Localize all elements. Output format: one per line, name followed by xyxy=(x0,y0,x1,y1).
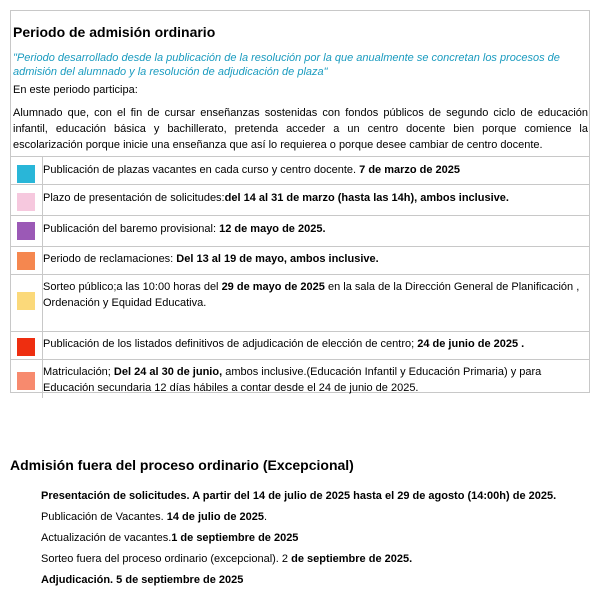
calendar-row xyxy=(11,359,589,398)
text-bold: 29 de mayo de 2025 xyxy=(221,281,325,293)
text-normal: ambos inclusive.(Educación Infantil y Educación Primaria) y para Educación secundaria 12 días hábiles a contar desde el 24 de junio de 2025. xyxy=(43,366,542,394)
text-normal: Publicación de plazas vacantes en cada curso y centro docente. xyxy=(43,164,360,176)
calendar-row-text xyxy=(43,336,583,352)
calendar-row xyxy=(11,331,589,359)
excepcional-item xyxy=(41,486,556,507)
text-bold: 7 de marzo de 2025 xyxy=(359,164,461,176)
text-normal: Actualización de vacantes. xyxy=(41,532,172,544)
color-swatch xyxy=(17,252,35,270)
text-bold: Presentación de solicitudes. A partir del 14 de julio de 2025 hasta el 29 de agosto (14:00h) de 2025. xyxy=(41,490,557,502)
calendar-row-text xyxy=(43,364,583,396)
periodo-ordinario-panel xyxy=(10,10,590,393)
text-normal: Publicación de Vacantes. xyxy=(41,511,167,523)
text-bold: Adjudicación. 5 de septiembre de 2025 xyxy=(41,574,244,586)
calendar-row-text xyxy=(43,251,583,267)
calendar-row xyxy=(11,215,589,246)
calendar-row-text xyxy=(43,162,583,178)
periodo-ordinario-title: Periodo de admisión ordinario xyxy=(13,24,216,40)
text-bold: 12 de mayo de 2025. xyxy=(219,223,326,235)
calendar-row-text xyxy=(43,279,583,311)
text-normal: en la sala de la Dirección General de Planificación , Ordenación y Equidad Educativa. xyxy=(43,281,580,309)
color-swatch-cell xyxy=(11,216,43,246)
text-bold: Del 24 al 30 de junio, xyxy=(113,366,223,378)
excepcional-item xyxy=(41,549,556,570)
text-bold: Del 13 al 19 de mayo, ambos inclusive. xyxy=(176,253,379,265)
calendar-row-text xyxy=(43,190,583,206)
color-swatch xyxy=(17,338,35,356)
intro-paragraph: Alumnado que, con el fin de cursar enseñanzas sostenidas con fondos públicos de segundo ciclo de educación infantil, educación básica y bachillerato, pretenda acceder a un centro docente bien porque comience la escolarización porque inicie una enseñanza que así lo requierea o porque desee cambiar de centro docente. xyxy=(13,107,588,151)
text-normal: Matriculación; xyxy=(43,366,114,378)
text-normal: . xyxy=(263,511,268,523)
color-swatch xyxy=(17,292,35,310)
color-swatch-cell xyxy=(11,332,43,359)
text-normal: Plazo de presentación de solicitudes: xyxy=(43,192,225,204)
calendar-row xyxy=(11,274,589,331)
text-normal: Publicación del baremo provisional: xyxy=(43,223,220,235)
color-swatch-cell xyxy=(11,247,43,274)
text-bold: de septiembre de 2025. xyxy=(291,553,413,565)
color-swatch-cell xyxy=(11,275,43,331)
calendar-row xyxy=(11,184,589,215)
color-swatch-cell xyxy=(11,157,43,184)
color-swatch-cell xyxy=(11,185,43,215)
participa-label: En este periodo participa: xyxy=(13,84,138,96)
calendar-row xyxy=(11,246,589,274)
excepcional-item xyxy=(41,570,556,591)
color-swatch xyxy=(17,193,35,211)
calendar-row xyxy=(11,156,589,184)
text-bold: 24 de junio de 2025 . xyxy=(417,338,525,350)
text-bold: 14 de julio de 2025 xyxy=(166,511,264,523)
text-normal: Periodo de reclamaciones: xyxy=(43,253,177,265)
color-swatch-cell xyxy=(11,360,43,398)
excepcional-item xyxy=(41,507,556,528)
text-normal: Publicación de los listados definitivos de adjudicación de elección de centro; xyxy=(43,338,418,350)
color-swatch xyxy=(17,372,35,390)
color-swatch xyxy=(17,165,35,183)
text-normal: Sorteo público;a las 10:00 horas del xyxy=(43,281,222,293)
calendar-table xyxy=(11,156,589,398)
excepcional-list xyxy=(41,486,556,591)
calendar-row-text xyxy=(43,221,583,237)
text-normal: Sorteo fuera del proceso ordinario (excepcional). 2 xyxy=(41,553,292,565)
color-swatch xyxy=(17,222,35,240)
excepcional-item xyxy=(41,528,556,549)
excepcional-title: Admisión fuera del proceso ordinario (Excepcional) xyxy=(10,457,354,473)
text-bold: del 14 al 31 de marzo (hasta las 14h), ambos inclusive. xyxy=(224,192,509,204)
periodo-quote: "Periodo desarrollado desde la publicación de la resolución por la que anualmente se concretan los procesos de admisión del alumnado y la resolución de adjudicación de plaza" xyxy=(13,52,560,78)
text-bold: 1 de septiembre de 2025 xyxy=(171,532,299,544)
